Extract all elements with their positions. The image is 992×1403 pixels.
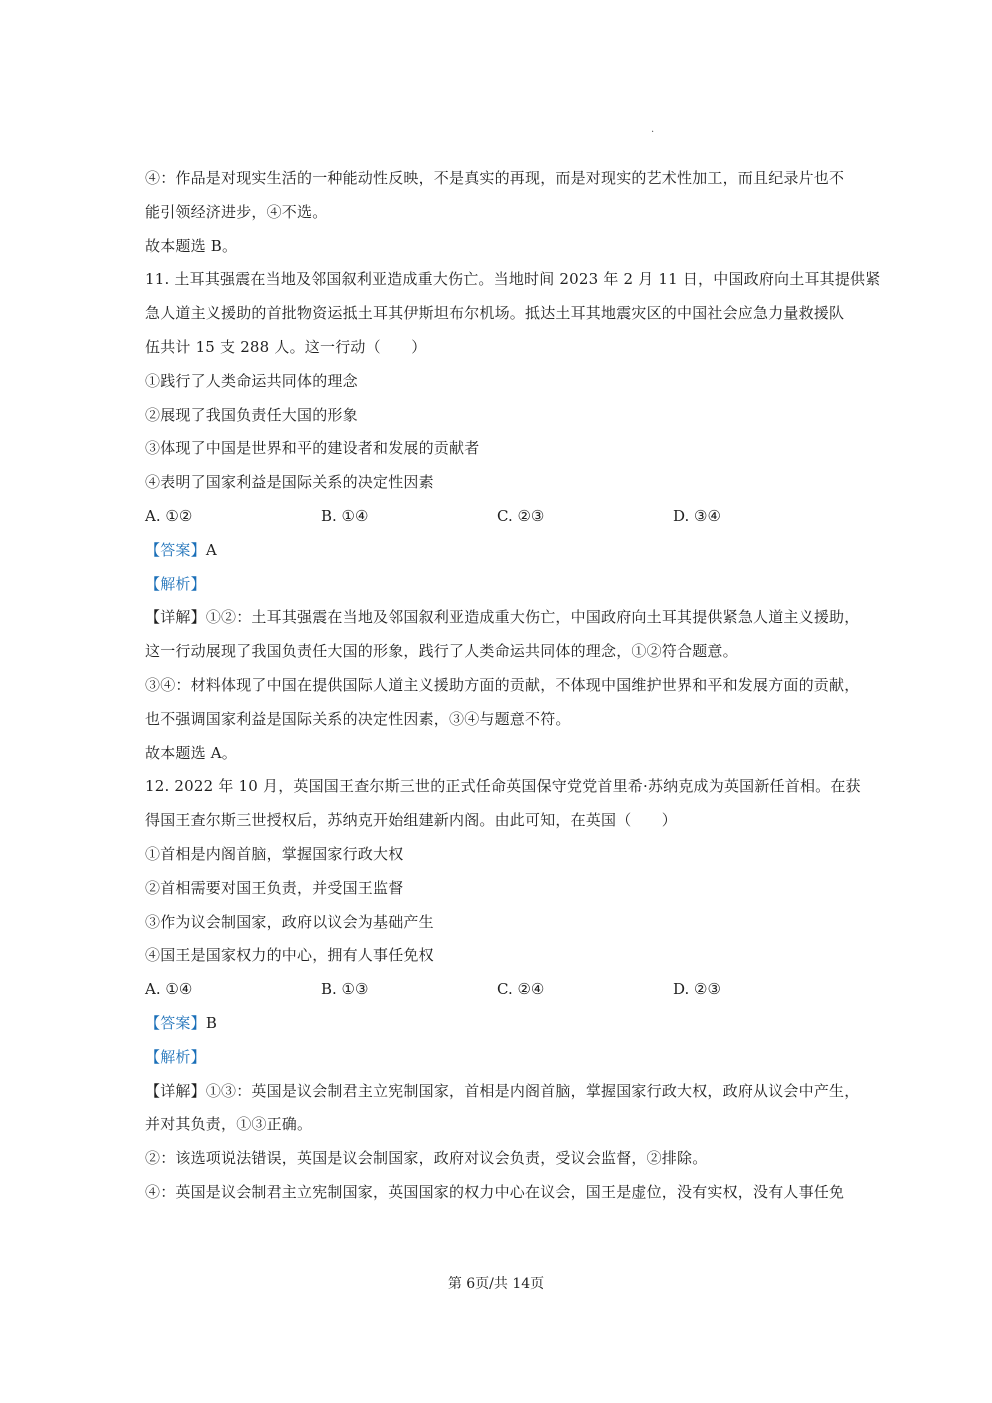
answer-tag: 【答案】 [145, 1013, 206, 1032]
detail-tag: 【详解】 [145, 1081, 206, 1100]
question-11-answer [145, 534, 857, 568]
question-12-statement: ③作为议会制国家，政府以议会为基础产生 [145, 912, 434, 931]
detail-text: ①②：土耳其强震在当地及邻国叙利亚造成重大伤亡，中国政府向土耳其提供紧急人道主义援助， [205, 608, 860, 627]
option-c: C. ②③ [497, 506, 545, 525]
question-12-statement: ④国王是国家权力的中心，拥有人事任免权 [145, 946, 434, 965]
top-mark: . [651, 124, 655, 135]
analysis-tag: 【解析】 [145, 574, 206, 593]
text-line: 故本题选 B。 [145, 236, 238, 255]
answer-tag: 【答案】 [145, 540, 206, 559]
question-11-conclusion: 故本题选 A。 [145, 743, 238, 762]
option-c: C. ②④ [497, 980, 545, 999]
question-11-stem: 急人道主义援助的首批物资运抵土耳其伊斯坦布尔机场。抵达土耳其地震灾区的中国社会应急力量救援队 [145, 304, 845, 323]
question-12-options [145, 973, 857, 1007]
question-12-analysis [145, 1041, 857, 1075]
answer-value: A [205, 540, 217, 559]
detail-tag: 【详解】 [145, 608, 206, 627]
question-12-stem: 12. 2022 年 10 月，英国国王查尔斯三世的正式任命英国保守党党首里希·苏纳克成为英国新任首相。在获 [145, 777, 861, 796]
question-12-detail: ④：英国是议会制君主立宪制国家，英国国家的权力中心在议会，国王是虚位，没有实权，没有人事任免 [145, 1182, 845, 1201]
question-11-statement: ③体现了中国是世界和平的建设者和发展的贡献者 [145, 439, 480, 458]
question-12-detail [145, 1075, 860, 1109]
option-b: B. ①③ [321, 980, 369, 999]
question-11-stem: 11. 土耳其强震在当地及邻国叙利亚造成重大伤亡。当地时间 2023 年 2 月 11 日，中国政府向土耳其提供紧 [145, 270, 881, 289]
analysis-tag: 【解析】 [145, 1047, 206, 1066]
question-11-stem: 伍共计 15 支 288 人。这一行动（ ） [145, 337, 427, 356]
page-content [145, 162, 881, 1210]
question-11-statement: ①践行了人类命运共同体的理念 [145, 371, 358, 390]
question-12-detail: 并对其负责，①③正确。 [145, 1115, 313, 1134]
option-a: A. ①② [145, 506, 193, 525]
question-11-detail: 也不强调国家利益是国际关系的决定性因素，③④与题意不符。 [145, 709, 571, 728]
option-b: B. ①④ [321, 506, 369, 525]
option-d: D. ②③ [673, 980, 721, 999]
answer-value: B [205, 1013, 218, 1032]
question-12-statement: ①首相是内阁首脑，掌握国家行政大权 [145, 844, 404, 863]
page-footer: 第 6页/共 14页 [447, 1276, 545, 1292]
question-11-statement: ②展现了我国负责任大国的形象 [145, 405, 358, 424]
question-11-options [145, 500, 857, 534]
question-11-detail: ③④：材料体现了中国在提供国际人道主义援助方面的贡献，不体现中国维护世界和平和发展方面的贡献， [145, 675, 860, 694]
question-12-stem: 得国王查尔斯三世授权后，苏纳克开始组建新内阁。由此可知，在英国（ ） [145, 811, 678, 830]
option-d: D. ③④ [673, 506, 721, 525]
option-a: A. ①④ [145, 980, 193, 999]
question-12-answer [145, 1007, 857, 1041]
question-12-statement: ②首相需要对国王负责，并受国王监督 [145, 878, 404, 897]
question-11-detail: 这一行动展现了我国负责任大国的形象，践行了人类命运共同体的理念，①②符合题意。 [145, 642, 738, 661]
question-12-detail: ②：该选项说法错误，英国是议会制国家，政府对议会负责，受议会监督，②排除。 [145, 1149, 708, 1168]
text-line: ④：作品是对现实生活的一种能动性反映，不是真实的再现，而是对现实的艺术性加工，而且纪录片也不 [145, 169, 845, 187]
question-11-detail [145, 601, 860, 635]
question-11-statement: ④表明了国家利益是国际关系的决定性因素 [145, 473, 434, 492]
detail-text: ①③：英国是议会制君主立宪制国家，首相是内阁首脑，掌握国家行政大权，政府从议会中产生， [205, 1081, 860, 1100]
question-11-analysis [145, 568, 857, 602]
text-line: 能引领经济进步，④不选。 [145, 202, 328, 221]
